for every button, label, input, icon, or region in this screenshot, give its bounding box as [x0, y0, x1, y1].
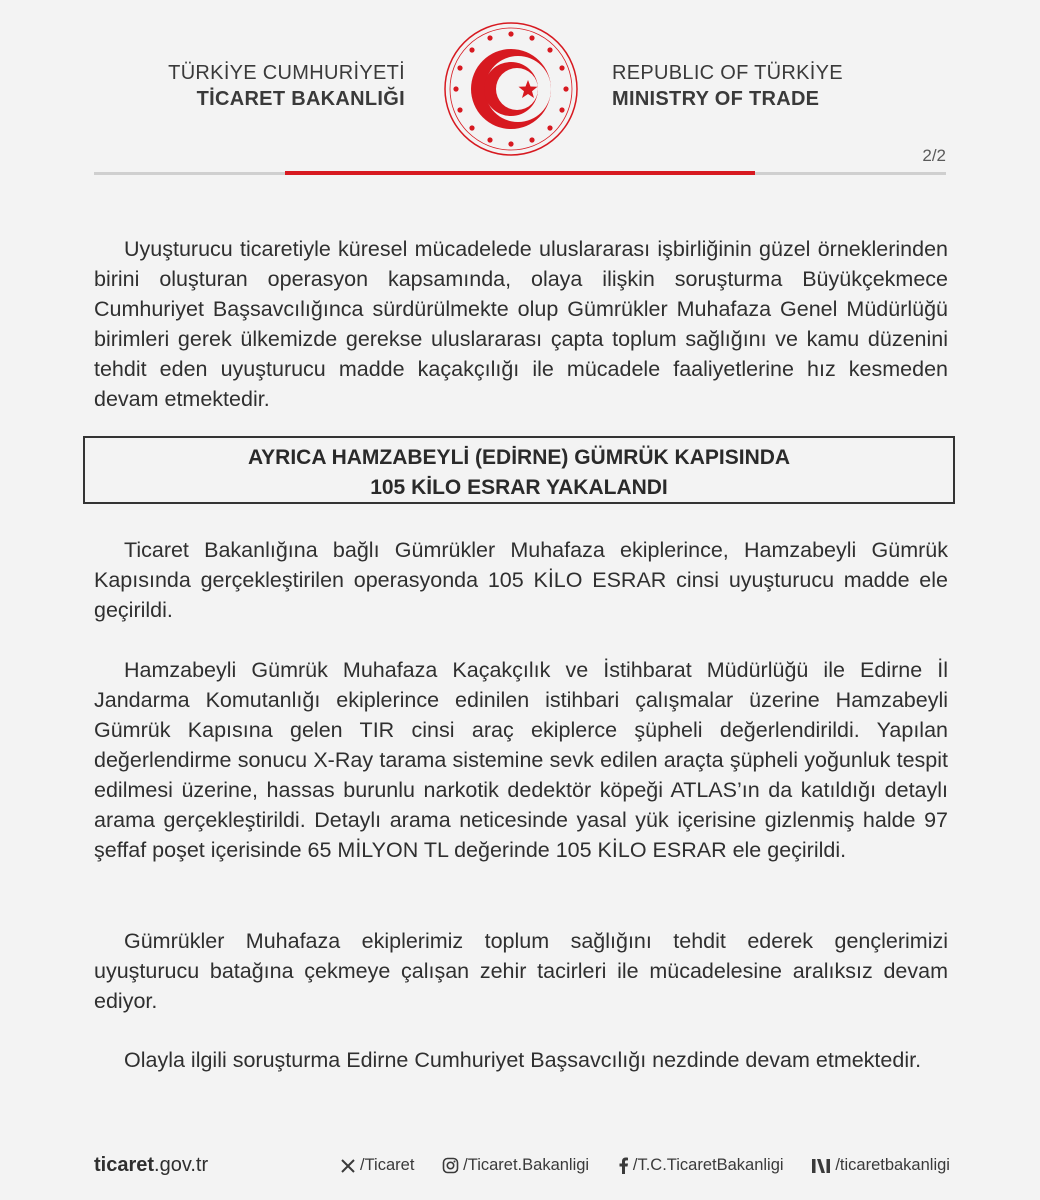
facebook-icon: [617, 1157, 629, 1174]
paragraph-5: Olayla ilgili soruşturma Edirne Cumhuriyet Başsavcılığı nezdinde devam etmektedir.: [124, 1048, 922, 1072]
social-nsosyal-link[interactable]: [811, 1156, 950, 1175]
social-instagram-link[interactable]: [442, 1156, 589, 1175]
paragraph-2: Ticaret Bakanlığına bağlı Gümrükler Muhafaza ekiplerince, Hamzabeyli Gümrük Kapısında gerçekleştirilen operasyonda 105 KİLO ESRAR cinsi uyuşturucu madde ele geçirildi.: [94, 538, 948, 622]
social-instagram-handle: /Ticaret.Bakanligi: [463, 1156, 590, 1174]
social-facebook-handle: /T.C.TicaretBakanligi: [632, 1156, 784, 1174]
x-icon: [340, 1158, 356, 1174]
social-facebook-link[interactable]: [617, 1156, 784, 1175]
social-links: [340, 1156, 950, 1175]
header-left-title: [120, 60, 405, 112]
page-number: 2/2: [922, 146, 946, 165]
header-right-title: [612, 60, 912, 112]
headline-box: [83, 436, 955, 504]
nsosyal-icon: [811, 1158, 831, 1174]
header-ministry-en: MINISTRY OF TRADE: [612, 88, 820, 110]
header-divider-accent: [285, 171, 755, 175]
social-x-link[interactable]: [340, 1156, 414, 1175]
footer-website-link[interactable]: [94, 1154, 208, 1177]
header-country-en: REPUBLIC OF TÜRKİYE: [612, 62, 843, 84]
footer-brand-bold: ticaret: [94, 1154, 155, 1176]
header-country-tr: TÜRKİYE CUMHURİYETİ: [168, 62, 405, 84]
paragraph-3: Hamzabeyli Gümrük Muhafaza Kaçakçılık ve İstihbarat Müdürlüğü ile Edirne İl Jandarma Komutanlığı ekiplerince edinilen istihbari çalışmalar üzerine Hamzabeyli Gümrük Kapısına gelen TIR cinsi araç ekiplerce şüpheli değerlendirildi. Yapılan değerlendirme sonucu X-Ray tarama sistemine sevk edilen araçta şüpheli yoğunluk tespit edilmesi üzerine, hassas burunlu narkotik dedektör köpeği ATLAS’ın da katıldığı detaylı arama gerçekleştirildi. Detaylı arama neticesinde yasal yük içerisine gizlenmiş halde 97 şeffaf poşet içerisinde 65 MİLYON TL değerinde 105 KİLO ESRAR ele geçirildi.: [94, 658, 948, 862]
paragraph-4: Gümrükler Muhafaza ekiplerimiz toplum sağlığını tehdit ederek gençlerimizi uyuşturucu batağına çekmeye çalışan zehir tacirleri ile mücadelesine aralıksız devam ediyor.: [94, 929, 948, 1013]
ministry-emblem-icon: [442, 20, 580, 158]
headline-line-1: AYRICA HAMZABEYLİ (EDİRNE) GÜMRÜK KAPISINDA: [247, 446, 791, 469]
paragraph-1: Uyuşturucu ticaretiyle küresel mücadelede uluslararası işbirliğinin güzel örneklerinden birini oluşturan operasyon kapsamında, olaya ilişkin soruşturma Büyükçekmece Cumhuriyet Başsavcılığınca sürdürülmekte olup Gümrükler Muhafaza Genel Müdürlüğü birimleri gerek ülkemizde gerekse uluslararası çapta toplum sağlığını ve kamu düzenini tehdit eden uyuşturucu madde kaçakçılığı ile mücadele faaliyetlerine hız kesmeden devam etmektedir.: [94, 237, 948, 411]
header-ministry-tr: TİCARET BAKANLIĞI: [196, 88, 405, 110]
social-nsosyal-handle: /ticaretbakanligi: [835, 1156, 950, 1174]
headline-line-2: 105 KİLO ESRAR YAKALANDI: [370, 476, 668, 499]
instagram-icon: [442, 1157, 459, 1174]
footer-brand-domain: .gov.tr: [154, 1154, 209, 1176]
social-x-handle: /Ticaret: [360, 1156, 415, 1174]
